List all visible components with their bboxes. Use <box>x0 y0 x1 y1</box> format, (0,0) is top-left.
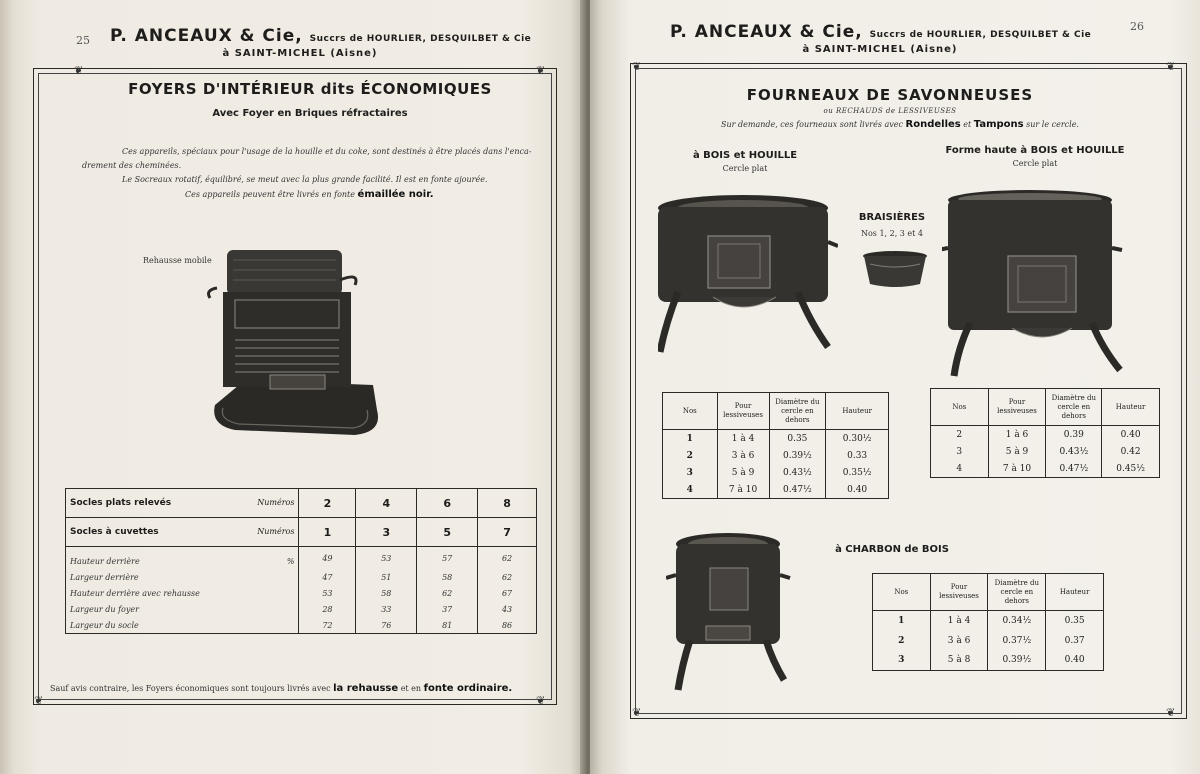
table-row: 1 1 à 4 0.35 0.30½ <box>663 430 889 448</box>
frame-ornament: ❦ <box>1166 60 1176 73</box>
firm-name: P. ANCEAUX & Cie, <box>670 22 863 42</box>
braisieres-numbers: Nos 1, 2, 3 et 4 <box>860 229 924 238</box>
page-number: 25 <box>76 34 90 47</box>
dimension-row: Hauteur derrière % 49 53 57 62 <box>66 547 537 570</box>
footer-note: Sauf avis contraire, les Foyers économiques sont toujours livrés avec la rehausse et en fonte ordinaire. <box>50 683 513 694</box>
page-title: FOYERS D'INTÉRIEUR dits ÉCONOMIQUES <box>128 80 492 98</box>
frame-ornament: ❦ <box>536 694 546 707</box>
socles-row: Socles à cuvettes Numéros 1 3 5 7 <box>66 518 537 547</box>
table-row: 2 3 à 6 0.39½ 0.33 <box>663 447 889 464</box>
rehausse-label: Rehausse mobile <box>143 256 212 265</box>
dimension-row: Hauteur derrière avec rehausse 53 58 62 67 <box>66 585 537 601</box>
table-charbon <box>872 573 1104 671</box>
description-paragraph: Le Socreaux rotatif, équilibré, se meut avec la plus grande facilité. Il est en fonte ajourée. <box>122 175 488 184</box>
section-subcaption: Cercle plat <box>1012 159 1058 168</box>
table-row: 3 5 à 9 0.43½ 0.35½ <box>663 464 889 481</box>
socles-table <box>65 488 537 634</box>
page-header <box>670 22 1090 55</box>
table-row: 2 3 à 6 0.37½ 0.37 <box>873 631 1104 651</box>
dimension-row: Largeur du socle 72 76 81 86 <box>66 617 537 634</box>
right-page <box>590 0 1200 774</box>
table-header-row: Nos Pour lessiveuses Diamètre du cercle en dehors Hauteur <box>663 393 889 430</box>
frame-ornament: ❦ <box>536 64 546 77</box>
frame-ornament: ❦ <box>74 64 84 77</box>
firm-place: à SAINT-MICHEL (Aisne) <box>222 48 378 59</box>
table-row: 4 7 à 10 0.47½ 0.40 <box>663 481 889 499</box>
page-title: FOURNEAUX DE SAVONNEUSES <box>746 86 1034 104</box>
tall-stove-illustration <box>942 188 1127 383</box>
section-caption: à BOIS et HOUILLE <box>692 150 798 161</box>
delivery-note: Sur demande, ces fourneaux sont livrés avec Rondelles et Tampons sur le cercle. <box>721 119 1079 130</box>
table-bois-houille <box>662 392 889 499</box>
firm-name: P. ANCEAUX & Cie, <box>110 26 303 46</box>
table-forme-haute <box>930 388 1160 478</box>
table-row: 3 5 à 9 0.43½ 0.42 <box>931 443 1160 460</box>
left-page <box>0 0 586 774</box>
page-header <box>110 26 532 59</box>
dimension-row: Largeur du foyer 28 33 37 43 <box>66 601 537 617</box>
low-stove-illustration <box>658 192 838 357</box>
page-number: 26 <box>1130 20 1144 33</box>
table-row: 4 7 à 10 0.47½ 0.45½ <box>931 460 1160 478</box>
firm-successor: Succrs de HOURLIER, DESQUILBET & Cie <box>309 34 532 44</box>
frame-ornament: ❦ <box>632 706 642 719</box>
frame-ornament: ❦ <box>34 694 44 707</box>
socles-row: Socles plats relevés Numéros 2 4 6 8 <box>66 489 537 518</box>
section-subcaption: Cercle plat <box>722 164 768 173</box>
frame-ornament: ❦ <box>1166 706 1176 719</box>
charcoal-stove-illustration <box>666 530 796 695</box>
table-header-row: Nos Pour lessiveuses Diamètre du cercle en dehors Hauteur <box>931 389 1160 426</box>
braisiere-illustration <box>862 250 928 290</box>
braisieres-caption: BRAISIÈRES <box>858 212 926 223</box>
section-caption: Forme haute à BOIS et HOUILLE <box>945 145 1125 156</box>
table-row: 3 5 à 8 0.39½ 0.40 <box>873 651 1104 671</box>
table-row: 1 1 à 4 0.34½ 0.35 <box>873 611 1104 631</box>
description-paragraph: Ces appareils, spéciaux pour l'usage de la houille et du coke, sont destinés à être placés dans l'enca- drement des cheminées. <box>82 147 532 170</box>
page-subtitle: ou RECHAUDS de LESSIVEUSES <box>823 107 957 115</box>
firm-place: à SAINT-MICHEL (Aisne) <box>802 44 958 55</box>
page-subtitle: Avec Foyer en Briques réfractaires <box>212 108 408 119</box>
table-row: 2 1 à 6 0.39 0.40 <box>931 426 1160 444</box>
stove-illustration <box>205 240 390 445</box>
table-header-row: Nos Pour lessiveuses Diamètre du cercle en dehors Hauteur <box>873 574 1104 611</box>
section-caption: à CHARBON de BOIS <box>835 544 949 555</box>
firm-successor: Succrs de HOURLIER, DESQUILBET & Cie <box>869 30 1092 40</box>
frame-ornament: ❦ <box>632 60 642 73</box>
enamel-note: Ces appareils peuvent être livrés en fonte émaillée noir. <box>185 189 434 200</box>
dimension-row: Largeur derrière 47 51 58 62 <box>66 569 537 585</box>
